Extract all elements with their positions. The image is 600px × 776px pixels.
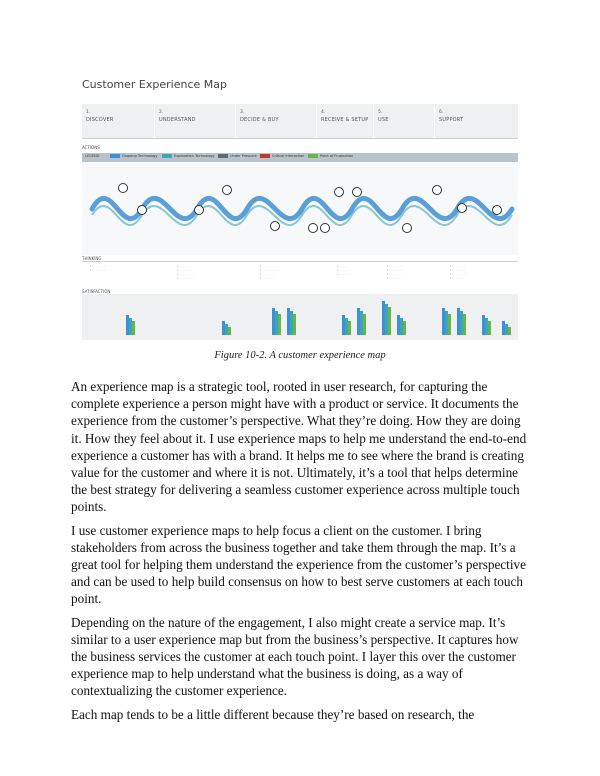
legend-swatch [110,154,120,158]
legend-label: LEGEND [85,154,100,158]
satisfaction-chart [82,294,518,340]
touchpoint-node [308,223,318,233]
touchpoint-node [118,183,128,193]
stage-number: 6. [439,110,444,115]
paragraph: I use customer experience maps to help focus a client on the customer. I bring stakeholders from across the business together and take them through the map. It’s a great tool for helping them understand the experience from the customer’s perspective and can be used to help build consensus on how to best serve customers at each touch point. [71,522,526,607]
legend-swatch [162,154,172,158]
stage-support [435,104,518,138]
legend-swatch [260,154,270,158]
thinking-area [82,261,518,289]
stage-label: DECIDE & BUY [240,117,279,123]
touchpoint-node [270,221,280,231]
satisfaction-bar [508,327,511,335]
stage-decide-buy [236,104,317,138]
touchpoint-node [320,223,330,233]
customer-experience-map-figure [82,78,518,346]
satisfaction-bar [228,327,231,335]
stage-label: USE [378,117,389,123]
map-title: Customer Experience Map [82,78,227,91]
journey-flow [82,163,518,255]
legend-item [260,154,304,158]
journey-flow-path [82,163,518,255]
satisfaction-bar [403,321,406,335]
legend-text: Exploration Technology [174,154,215,158]
touchpoint-node [352,187,362,197]
satisfaction-bar [363,314,366,335]
touchpoint-node [457,203,467,213]
satisfaction-bar [388,307,391,335]
stage-label: UNDERSTAND [159,117,196,123]
paragraph: An experience map is a strategic tool, rooted in user research, for capturing the complete experience a person might have with a product or service. It documents the experience from the customer’s perspective. What they’re doing. How they are doing it. How they feel about it. I use experience maps to help me understand the end-to-end experience a customer has with a brand. It helps me to see where the brand is creating value for the customer and where it is not. Ultimately, it’s a tool that helps determine the best strategy for delivering a seamless customer experience across multiple touch points. [71,379,527,515]
legend-text: Ongoing Technology [122,154,158,158]
stage-number: 5. [378,110,383,115]
legend-swatch [308,154,318,158]
stage-label: DISCOVER [86,117,114,123]
figure-caption: Figure 10-2. A customer experience map [214,350,386,361]
touchpoint-node [432,185,442,195]
touchpoint-node [334,187,344,197]
thinking-notes: • · · · · · · · · • · · · · · · · · · • · · · · · · · · • · · · · · · · · · · [177,265,196,280]
legend-item [218,154,257,158]
satisfaction-bar [488,321,491,335]
satisfaction-bar [132,321,135,335]
paragraph: Depending on the nature of the engagement, I also might create a service map. It’s similar to a user experience map but from the business’s perspective. It captures how the business services the customer at each touch point. I layer this over the customer experience map to help understand what the business is doing, as a way of contextualizing the customer experience. [71,614,519,699]
legend-item [162,154,215,158]
paragraph: Each map tends to be a little different because they’re based on research, the [71,706,475,722]
satisfaction-bar [278,314,281,335]
body-text [71,378,529,729]
stage-label: SUPPORT [439,117,464,123]
legend-swatch [218,154,228,158]
touchpoint-node [402,223,412,233]
satisfaction-bar [448,314,451,335]
stage-number: 3. [240,110,245,115]
stage-understand [155,104,236,138]
satisfaction-label: SATISFACTION [82,289,111,294]
legend-text: Under Pressure [230,154,257,158]
satisfaction-bar [463,314,466,335]
legend-item [308,154,353,158]
thinking-notes: • · · · · · · • · · · · · · · · • · · · · · · · · · [337,265,354,276]
touchpoint-node [222,185,232,195]
actions-label: ACTIONS [82,145,100,150]
legend-text: Point of Frustration [320,154,354,158]
satisfaction-bar [348,321,351,335]
legend-item [110,154,157,158]
stage-number: 1. [86,110,91,115]
satisfaction-bar [293,314,296,335]
thinking-label: THINKING [82,256,102,261]
legend-text: Critical Interaction [272,154,305,158]
stage-number: 2. [159,110,164,115]
thinking-notes: • · · · · · · · · · • · · · · · · · · · • · · · · · · · · • · · · · · · · · · [387,265,404,280]
stage-number: 4. [321,110,326,115]
stage-discover [82,104,155,138]
thinking-notes: • · · · · · · · · · • · · · · · · · · · · · [90,265,110,272]
thinking-notes: • · · · · · · · · · · • · · · · · · · · · · · • · · · · · · · • · · · · · · · · [260,265,280,280]
touchpoint-node [137,205,147,215]
stage-label: RECEIVE & SETUP [321,117,369,123]
thinking-notes: • · · · · · · · · · · • · · · · · · · · · • · · · · · · · · · · • · · · · · · · [450,265,469,280]
touchpoint-node [194,205,204,215]
stage-receive-setup [317,104,374,138]
stage-use [374,104,435,138]
touchpoint-node [492,205,502,215]
stage-header [82,104,518,139]
legend-bar [82,153,518,162]
